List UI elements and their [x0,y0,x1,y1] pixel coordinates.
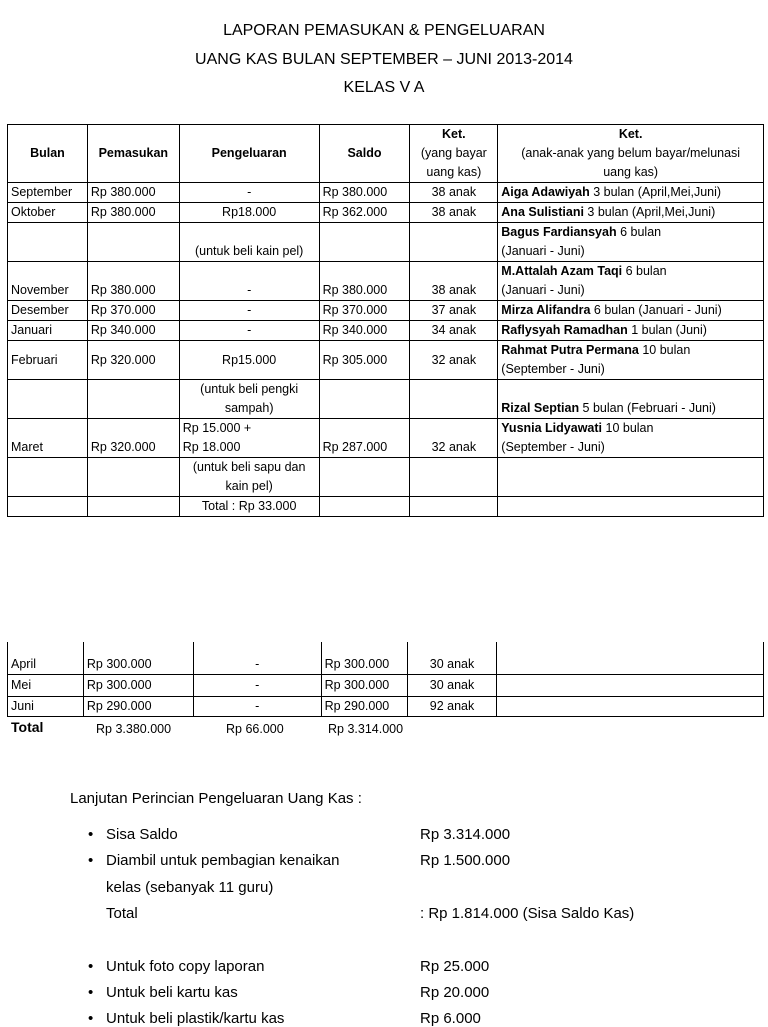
bullet-icon: • [88,852,94,869]
cell-pengeluaran: - [193,642,321,674]
cell-ket: 34 anak [410,321,498,341]
cell-saldo: Rp 362.000 [319,203,410,223]
cell-saldo: Rp 370.000 [319,301,410,321]
header-ket-belum [498,125,764,183]
student-note: 6 bulan (Januari - Juni) [590,303,722,317]
bullet-icon: • [88,826,94,843]
cell-pengeluaran-line1: Rp 15.000 + [182,421,252,435]
lanjutan-item-label: Sisa Saldo [106,826,178,843]
student-note: 10 bulan [638,343,691,357]
table-row [8,321,764,341]
total-label: Total [11,719,44,735]
cell-pengeluaran-note-line2: kain pel) [225,479,273,493]
cell-ket: 30 anak [407,674,497,696]
student-note-line2: (September - Juni) [501,440,605,454]
cell-bulan: Maret [8,419,88,458]
cell-bulan: Januari [8,321,88,341]
cell-pemasukan: Rp 380.000 [87,262,179,301]
student-name: Mirza Alifandra [501,303,591,317]
header-saldo: Saldo [319,125,410,183]
lanjutan-item-amount: Rp 3.314.000 [420,826,511,843]
table-row [8,419,764,458]
cell-saldo: Rp 305.000 [319,341,410,380]
cell-ket: 38 anak [410,203,498,223]
student-note: 10 bulan [602,421,654,435]
cell-ket: 37 anak [410,301,498,321]
student-name: Raflysyah Ramadhan [501,323,628,337]
cell-bulan: Mei [8,674,84,696]
student-note-line2: (Januari - Juni) [501,244,585,258]
student-note: 6 bulan [616,225,662,239]
cell-pemasukan: Rp 290.000 [83,696,193,716]
cell-pengeluaran: Rp15.000 [179,341,319,380]
student-name: Yusnia Lidyawati [501,421,603,435]
cell-ket: 32 anak [410,419,498,458]
bullet-icon: • [88,984,94,1001]
cell-pengeluaran-note [179,458,319,497]
student-name: Ana Sulistiani [501,205,584,219]
student-note: 3 bulan (April,Mei,Juni) [583,205,716,219]
lanjutan-title: Lanjutan Perincian Pengeluaran Uang Kas : [70,790,362,807]
student-name: Aiga Adawiyah [501,185,590,199]
lanjutan-item-amount: Rp 25.000 [420,958,490,975]
cell-bulan: Oktober [8,203,88,223]
cell-bulan: Februari [8,341,88,380]
table-row [8,262,764,301]
cell-belum [498,301,764,321]
lanjutan-item-label-line2: kelas (sebanyak 11 guru) [106,879,274,896]
cell-bulan: November [8,262,88,301]
student-name: Rahmat Putra Permana [501,343,639,357]
lanjutan-item-label: Diambil untuk pembagian kenaikan [106,852,340,869]
cell-pengeluaran-note-line1: (untuk beli pengki [200,382,299,396]
cell-belum [498,380,764,419]
bullet-icon: • [88,1010,94,1027]
cell-belum [498,341,764,380]
cell-ket: 38 anak [410,183,498,203]
student-name: Bagus Fardiansyah [501,225,617,239]
bullet-icon: • [88,958,94,975]
student-name: M.Attalah Azam Taqi [501,264,623,278]
cell-saldo: Rp 300.000 [321,642,407,674]
header-ket-belum-sub1: (anak-anak yang belum bayar/melunasi [521,146,741,160]
cell-pengeluaran-note-line1 [183,223,316,242]
cell-pengeluaran: - [179,301,319,321]
cell-pengeluaran: - [193,696,321,716]
lanjutan-item-amount: Rp 6.000 [420,1010,481,1027]
cell-pengeluaran: - [179,321,319,341]
table-row [8,183,764,203]
header-ket-bayar [410,125,498,183]
cell-pemasukan: Rp 380.000 [87,183,179,203]
cell-pengeluaran-note-line2: sampah) [224,401,274,415]
cell-pengeluaran: Rp18.000 [179,203,319,223]
lanjutan-item-amount: Rp 20.000 [420,984,490,1001]
cell-pengeluaran: - [193,674,321,696]
total-pemasukan: Rp 3.380.000 [96,722,172,736]
cell-bulan: April [8,642,84,674]
cell-pemasukan: Rp 370.000 [87,301,179,321]
cell-saldo: Rp 380.000 [319,183,410,203]
student-note: 3 bulan (April,Mei,Juni) [589,185,722,199]
table-header-row [8,125,764,183]
table-row [8,642,764,674]
header-ket-bayar-title: Ket. [442,127,466,141]
cell-saldo: Rp 287.000 [319,419,410,458]
report-title-line1: LAPORAN PEMASUKAN & PENGELUARAN [223,22,545,39]
cell-pengeluaran [179,419,319,458]
student-note-line2: (Januari - Juni) [501,283,585,297]
cell-belum [498,419,764,458]
cash-report-table [7,124,764,517]
cell-pemasukan: Rp 300.000 [83,642,193,674]
cell-pemasukan: Rp 320.000 [87,341,179,380]
table-row [8,674,764,696]
lanjutan-total-amount: : Rp 1.814.000 (Sisa Saldo Kas) [420,905,635,922]
report-title-line3: KELAS V A [343,79,425,96]
cell-ket: 32 anak [410,341,498,380]
cell-ket: 92 anak [407,696,497,716]
lanjutan-item-amount: Rp 1.500.000 [420,852,511,869]
cell-belum [498,203,764,223]
table-row [8,458,764,497]
cell-pemasukan: Rp 380.000 [87,203,179,223]
cell-pengeluaran-line2: Rp 18.000 [182,440,241,454]
cell-pengeluaran: - [179,262,319,301]
cell-belum [498,223,764,262]
cell-bulan: Juni [8,696,84,716]
cell-saldo: Rp 290.000 [321,696,407,716]
cell-pemasukan: Rp 340.000 [87,321,179,341]
student-note: 5 bulan (Februari - Juni) [579,401,716,415]
table-row [8,696,764,716]
cell-saldo: Rp 380.000 [319,262,410,301]
student-name: Rizal Septian [501,401,580,415]
header-pemasukan: Pemasukan [87,125,179,183]
header-ket-bayar-sub2: uang kas) [426,165,482,179]
cell-belum [498,321,764,341]
cell-saldo: Rp 340.000 [319,321,410,341]
header-bulan: Bulan [8,125,88,183]
table-row [8,380,764,419]
cell-belum [498,183,764,203]
cell-pengeluaran-note-line1: (untuk beli sapu dan [192,460,306,474]
student-note: 1 bulan (Juni) [627,323,707,337]
table-row [8,301,764,321]
cell-bulan: Desember [8,301,88,321]
student-note: 6 bulan [622,264,667,278]
cell-bulan: September [8,183,88,203]
table-row [8,223,764,262]
header-ket-belum-title: Ket. [618,127,643,141]
cell-pengeluaran-note [179,380,319,419]
cell-pemasukan: Rp 300.000 [83,674,193,696]
lanjutan-item-label: Untuk beli plastik/kartu kas [106,1010,285,1027]
table-row [8,497,764,517]
report-title-line2: UANG KAS BULAN SEPTEMBER – JUNI 2013-2014 [195,51,573,68]
header-pengeluaran: Pengeluaran [179,125,319,183]
total-saldo: Rp 3.314.000 [328,722,404,736]
lanjutan-item-label: Untuk beli kartu kas [106,984,238,1001]
lanjutan-item-label: Untuk foto copy laporan [106,958,265,975]
cell-ket: 30 anak [407,642,497,674]
total-pengeluaran: Rp 66.000 [226,722,284,736]
table-row [8,203,764,223]
table-row [8,341,764,380]
student-note-line2: (September - Juni) [501,362,605,376]
cell-pengeluaran-note [179,223,319,262]
lanjutan-total-label: Total [106,905,138,922]
cell-ket: 38 anak [410,262,498,301]
cell-pengeluaran-note-line2: (untuk beli kain pel) [194,244,304,258]
header-ket-belum-sub2: uang kas) [603,165,659,179]
cell-belum [498,262,764,301]
cell-pengeluaran-total: Total : Rp 33.000 [179,497,319,517]
cell-pengeluaran: - [179,183,319,203]
header-ket-bayar-sub1: (yang bayar [420,146,487,160]
cell-pemasukan: Rp 320.000 [87,419,179,458]
cash-report-table-continued [7,642,764,717]
cell-saldo: Rp 300.000 [321,674,407,696]
